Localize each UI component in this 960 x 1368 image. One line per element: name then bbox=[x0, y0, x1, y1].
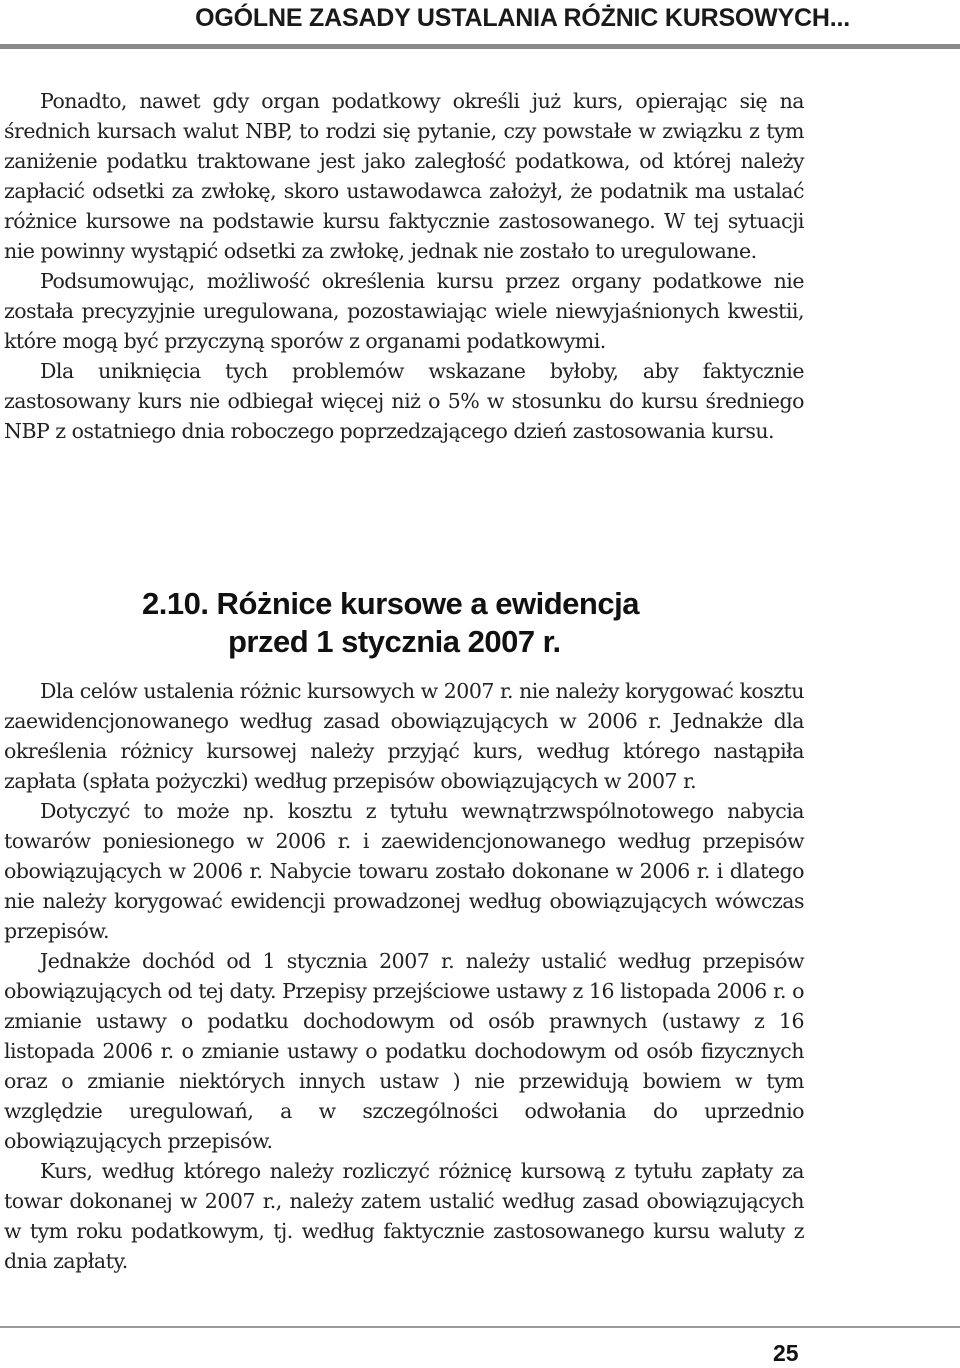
paragraph: Dla uniknięcia tych problemów wskazane byłoby, aby faktycznie zastosowany kurs nie odbiegał więcej niż o 5% w stosunku do kursu średniego NBP z ostatniego dnia roboczego poprzedzającego dzień zastosowania kursu. bbox=[4, 359, 804, 443]
footer-divider bbox=[0, 1326, 960, 1328]
section-heading-line-1: 2.10. Różnice kursowe a ewidencja bbox=[142, 586, 639, 621]
paragraph: Dotyczyć to może np. kosztu z tytułu wewnątrzwspólnotowego nabycia towarów poniesionego w 2006 r. i zaewidencjonowanego według przepisów obowiązujących w 2006 r. Nabycie towaru zostało dokonane w 2006 r. i dlatego nie należy korygować ewidencji prowadzonej według obowiązujących wówczas przepisów. bbox=[4, 799, 804, 943]
body-text-top bbox=[4, 86, 804, 446]
paragraph: Kurs, według którego należy rozliczyć różnicę kursową z tytułu zapłaty za towar dokonanej w 2007 r., należy zatem ustalić według zasad obowiązujących w tym roku podatkowym, tj. według faktycznie zastosowanego kursu waluty z dnia zapłaty. bbox=[4, 1159, 804, 1273]
running-header bbox=[0, 0, 960, 49]
body-text-bottom bbox=[4, 676, 804, 1276]
paragraph: Podsumowując, możliwość określenia kursu przez organy podatkowe nie została precyzyjnie uregulowana, pozostawiając wiele niewyjaśnionych kwestii, które mogą być przyczyną sporów z organami podatkowymi. bbox=[4, 269, 804, 353]
page-number: 25 bbox=[773, 1340, 799, 1366]
paragraph: Dla celów ustalenia różnic kursowych w 2007 r. nie należy korygować kosztu zaewidencjonowanego według zasad obowiązujących w 2006 r. Jednakże dla określenia różnicy kursowej należy przyjąć kurs, według którego nastąpiła zapłata (spłata pożyczki) według przepisów obowiązujących w 2007 r. bbox=[4, 679, 804, 793]
running-title: OGÓLNE ZASADY USTALANIA RÓŻNIC KURSOWYCH... bbox=[195, 4, 850, 32]
paragraph: Jednakże dochód od 1 stycznia 2007 r. należy ustalić według przepisów obowiązujących od tej daty. Przepisy przejściowe ustawy z 16 listopada 2006 r. o zmianie ustawy o podatku dochodowym od osób prawnych (ustawy z 16 listopada 2006 r. o zmianie ustawy o podatku dochodowym od osób fizycznych oraz o zmianie niektórych innych ustaw ) nie przewidują bowiem w tym względzie uregulowań, a w szczególności odwołania do uprzednio obowiązujących przepisów. bbox=[4, 949, 804, 1153]
section-heading-line-2: przed 1 stycznia 2007 r. bbox=[228, 624, 561, 659]
section-heading bbox=[142, 585, 639, 661]
paragraph: Ponadto, nawet gdy organ podatkowy określi już kurs, opierając się na średnich kursach walut NBP, to rodzi się pytanie, czy powstałe w związku z tym zaniżenie podatku traktowane jest jako zaległość podatkowa, od której należy zapłacić odsetki za zwłokę, skoro ustawodawca założył, że podatnik ma ustalać różnice kursowe na podstawie kursu faktycznie zastosowanego. W tej sytuacji nie powinny wystąpić odsetki za zwłokę, jednak nie zostało to uregulowane. bbox=[4, 89, 804, 263]
